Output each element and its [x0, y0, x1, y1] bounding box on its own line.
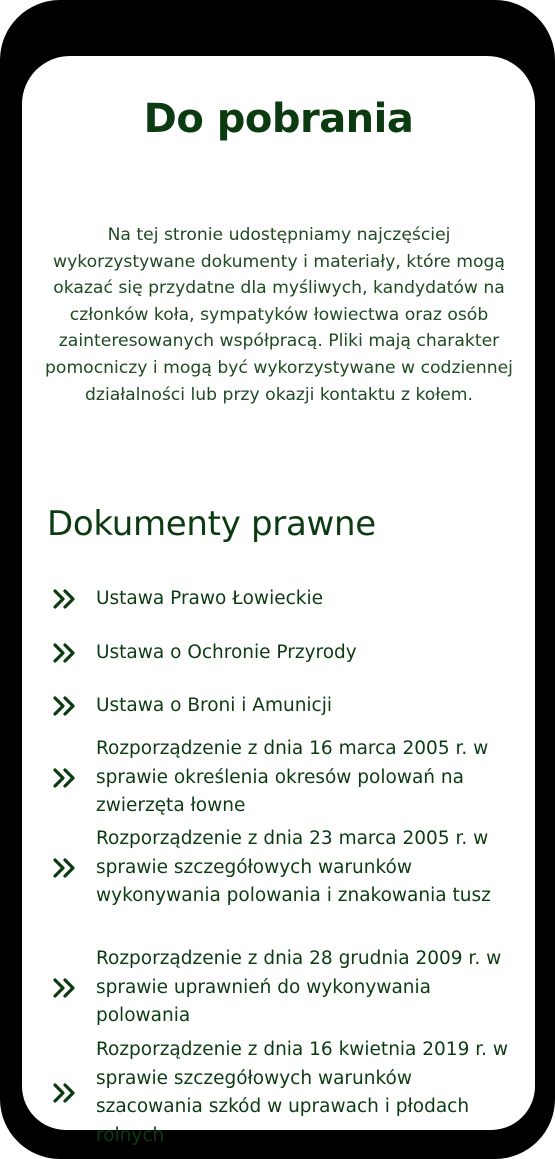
- double-chevron-right-icon: [52, 977, 78, 999]
- document-link-label: Ustawa Prawo Łowieckie: [96, 588, 323, 609]
- document-link-label: Rozporządzenie z dnia 28 grudnia 2009 r. w sprawie uprawnień do wykonywania polowania: [96, 948, 502, 1026]
- document-link-bron-i-amunicja[interactable]: [52, 694, 522, 718]
- double-chevron-right-icon: [52, 695, 78, 717]
- phone-screen: [22, 56, 535, 1146]
- page-title: Do pobrania: [143, 96, 414, 142]
- double-chevron-right-icon: [52, 767, 78, 789]
- document-link-label: Ustawa o Ochronie Przyrody: [96, 642, 357, 663]
- section-title-legal-documents: Dokumenty prawne: [47, 504, 376, 544]
- document-link-label: Ustawa o Broni i Amunicji: [96, 695, 333, 716]
- double-chevron-right-icon: [52, 642, 78, 664]
- intro-paragraph: Na tej stronie udostępniamy najczęściej wykorzystywane dokumenty i materiały, które mogą okazać się przydatne dla myśliwych, kandydatów na członków koła, sympatyków łowiectwa oraz osób zainteresowanych współpracą. Pliki mają charakter pomocniczy i mogą być wykorzystywane w codziennej działalności lub przy okazji kontaktu z kołem.: [45, 225, 513, 405]
- document-link-ochrona-przyrody[interactable]: [52, 641, 522, 665]
- document-link-okresy-polowan[interactable]: [52, 735, 522, 821]
- document-link-label: Rozporządzenie z dnia 16 kwietnia 2019 r. w sprawie szczegółowych warunków szacowania szkód w uprawach i płodach rolnych: [96, 1039, 509, 1146]
- document-link-szacowanie-szkod[interactable]: [52, 1036, 522, 1150]
- double-chevron-right-icon: [52, 857, 78, 879]
- document-link-uprawnienia[interactable]: [52, 945, 522, 1031]
- document-link-label: Rozporządzenie z dnia 23 marca 2005 r. w sprawie szczegółowych warunków wykonywania polowania i znakowania tusz: [96, 828, 491, 906]
- document-link-warunki-polowania[interactable]: [52, 825, 522, 911]
- double-chevron-right-icon: [52, 588, 78, 610]
- document-link-prawo-lowieckie[interactable]: [52, 587, 522, 611]
- double-chevron-right-icon: [52, 1082, 78, 1104]
- document-link-label: Rozporządzenie z dnia 16 marca 2005 r. w sprawie określenia okresów polowań na zwierzęta łowne: [96, 738, 489, 816]
